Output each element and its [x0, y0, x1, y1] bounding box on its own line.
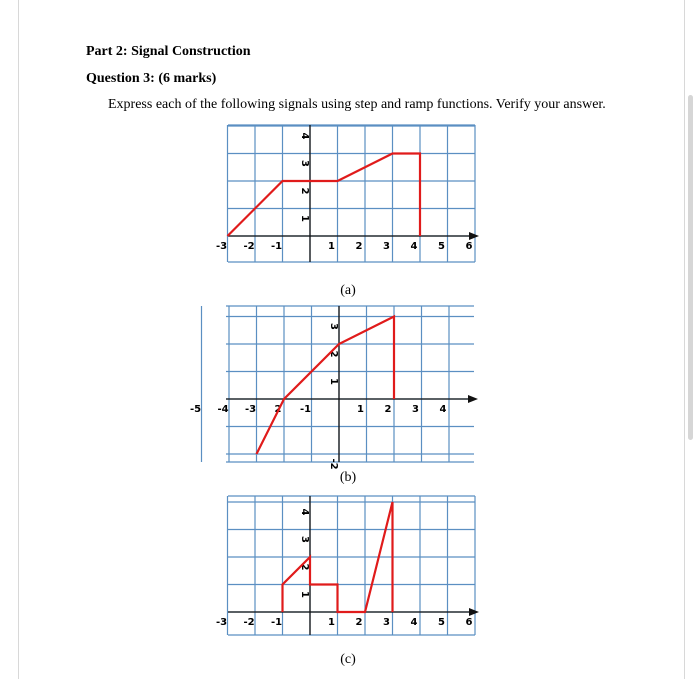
instruction-text: Express each of the following signals using step and ramp functions. Verify your answer.: [108, 97, 606, 112]
y-tick-label: 4: [299, 132, 310, 140]
caption-a: (a): [340, 283, 356, 298]
x-tick-label: 1: [328, 617, 335, 628]
x-tick-label: -4: [217, 404, 229, 415]
x-tick-label: -3: [215, 241, 228, 252]
x-tick-label: 1: [357, 404, 364, 415]
y-tick-label: 2: [328, 350, 339, 358]
x-tick-label: 6: [465, 617, 473, 628]
x-tick-label: 4: [410, 241, 418, 252]
x-tick-label: 2: [384, 404, 392, 415]
x-tick-label: 4: [439, 404, 447, 415]
y-tick-label: 4: [299, 508, 310, 516]
x-tick-label: -3: [244, 404, 257, 415]
x-tick-label: 4: [410, 617, 418, 628]
question-title: Question 3: (6 marks): [86, 71, 217, 86]
x-tick-label: 5: [438, 241, 445, 252]
x-tick-label: 6: [465, 241, 473, 252]
x-tick-label: 1: [328, 241, 335, 252]
x-tick-label: 2: [355, 241, 363, 252]
x-tick-label: -1: [270, 241, 283, 252]
caption-c: (c): [340, 652, 356, 667]
y-tick-label: 1: [299, 215, 310, 222]
section-title: Part 2: Signal Construction: [86, 44, 251, 59]
x-tick-label: -3: [215, 617, 228, 628]
x-tick-label: -2: [243, 241, 255, 252]
y-tick-label: 2: [299, 563, 310, 571]
x-tick-label: -5: [189, 404, 202, 415]
x-axis-arrow: [469, 608, 479, 616]
y-tick-label: -2: [328, 458, 339, 470]
caption-b: (b): [339, 470, 357, 485]
y-tick-label: 3: [299, 160, 310, 167]
x-tick-label: 2: [274, 404, 282, 415]
x-tick-label: 5: [438, 617, 445, 628]
y-tick-label: 3: [299, 536, 310, 543]
x-tick-label: 3: [383, 617, 390, 628]
x-tick-label: -1: [299, 404, 312, 415]
x-tick-label: -2: [243, 617, 255, 628]
y-tick-label: 2: [299, 187, 310, 195]
x-tick-label: -1: [270, 617, 283, 628]
y-tick-label: 1: [328, 378, 339, 385]
y-tick-label: 3: [328, 323, 339, 330]
y-tick-label: 1: [299, 591, 310, 598]
x-tick-label: 3: [383, 241, 390, 252]
x-tick-label: 2: [355, 617, 363, 628]
x-tick-label: 3: [412, 404, 419, 415]
